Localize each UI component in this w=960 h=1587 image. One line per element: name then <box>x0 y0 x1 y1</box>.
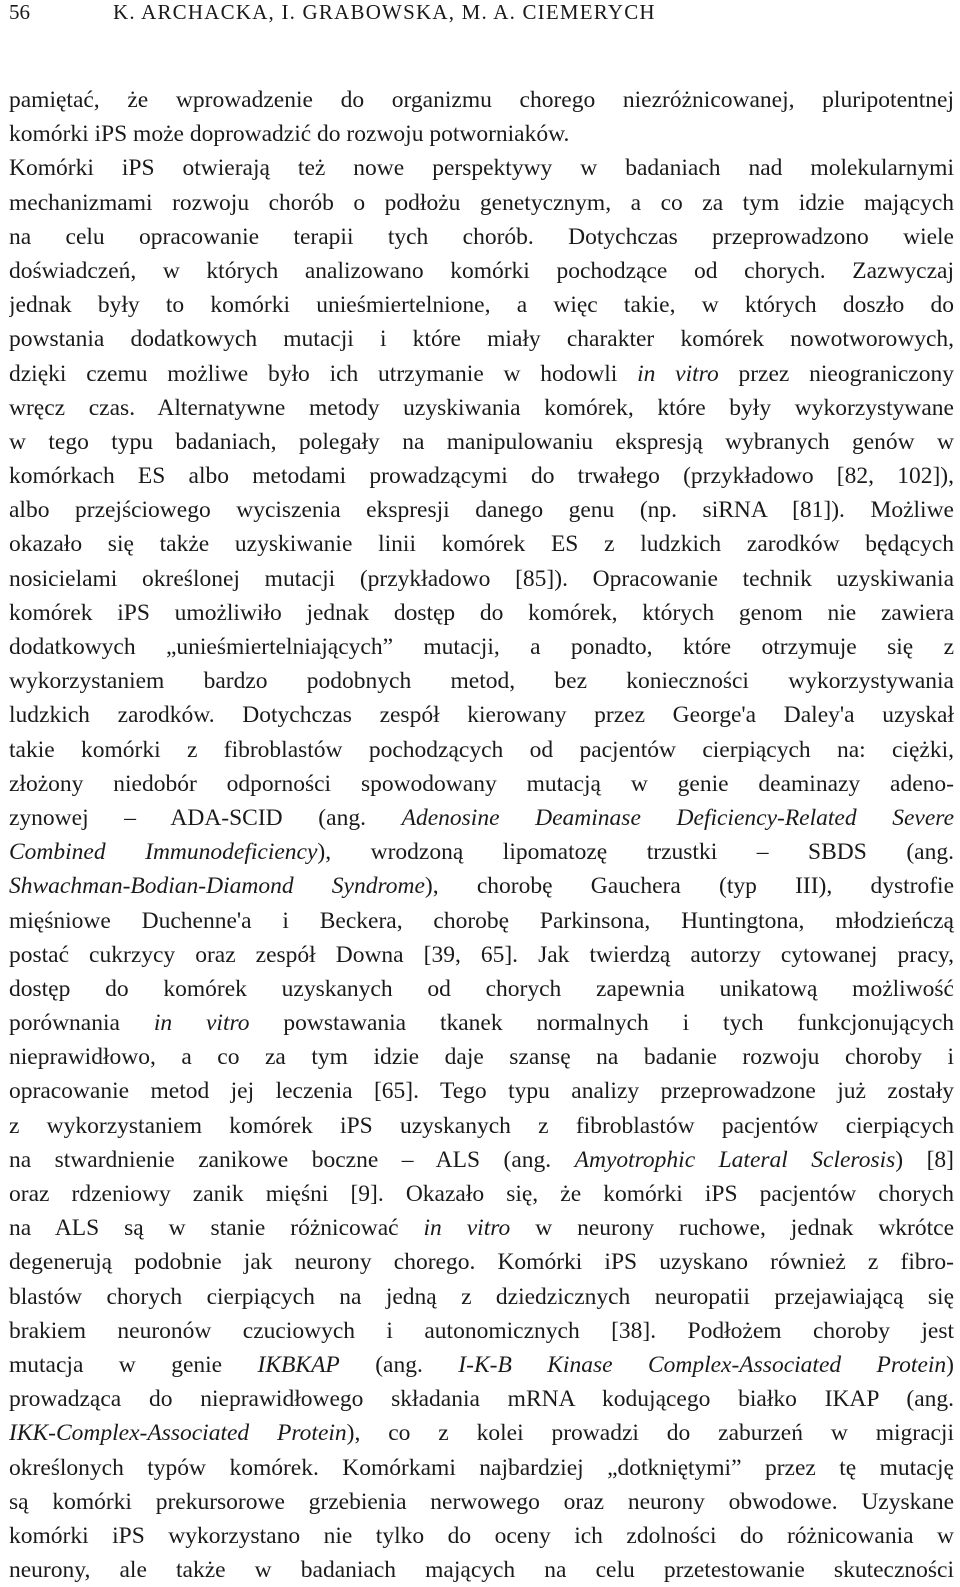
text-line <box>9 220 954 254</box>
text-line <box>9 527 954 561</box>
text-line <box>9 698 954 732</box>
text-line <box>9 904 954 938</box>
text-run: wręcz czas. Alternatywne metody uzyskiwania komórek, które były wykorzystywane <box>9 394 954 421</box>
text-run: złożony niedobór odporności spowodowany mutacją w genie deaminazy adeno- <box>9 770 954 797</box>
text-run: prowadząca do nieprawidłowego składania mRNA kodującego białko IKAP (ang. <box>9 1386 954 1413</box>
text-line <box>9 1280 954 1314</box>
italic-term: IKK-Complex-Associated Protein <box>9 1420 347 1447</box>
text-line <box>9 562 954 596</box>
text-run: pamiętać, że wprowadzenie do organizmu chorego niezróżnicowanej, pluripotentnej <box>9 87 954 113</box>
text-line <box>9 664 954 698</box>
italic-term: Shwachman-Bodian-Diamond Syndrome <box>9 873 425 900</box>
text-run: blastów chorych cierpiących na jedną z dziedzicznych neuropatii przejawiającą się <box>9 1283 954 1310</box>
text-run: (ang. <box>339 1351 459 1378</box>
text-run: ) [8] <box>895 1146 954 1173</box>
italic-term: in vitro <box>153 1010 250 1037</box>
text-line <box>9 733 954 767</box>
text-run: oraz rdzeniowy zanik mięśni [9]. Okazało się, że komórki iPS pacjentów chorych <box>9 1181 954 1207</box>
text-line <box>9 938 954 972</box>
italic-term: Adenosine Deaminase Deficiency-Related Severe <box>401 804 954 831</box>
text-run: Komórki iPS otwierają też nowe perspektywy w badaniach nad molekularnymi <box>9 155 954 182</box>
text-line <box>9 801 954 835</box>
text-line <box>9 630 954 664</box>
text-run: w tego typu badaniach, polegały na manipulowaniu ekspresją wybranych genów w <box>9 428 954 455</box>
text-run: postać cukrzycy oraz zespół Downa [39, 65]. Jak twierdzą autorzy cytowanej pracy, <box>9 941 954 968</box>
text-line <box>9 288 954 322</box>
text-line <box>9 767 954 801</box>
text-run: komórkach ES albo metodami prowadzącymi do trwałego (przykładowo [82, 102]), <box>9 463 954 490</box>
text-run: na stwardnienie zanikowe boczne – ALS (ang. <box>9 1146 575 1173</box>
text-run: porównania <box>9 1010 154 1037</box>
text-line <box>9 1451 954 1485</box>
text-line <box>9 459 954 493</box>
text-run: dodatkowych „unieśmiertelniających” mutacji, a ponadto, które otrzymuje się z <box>9 634 954 660</box>
text-line <box>9 1485 954 1519</box>
text-run: okazało się także uzyskiwanie linii komórek ES z ludzkich zarodków będących <box>9 531 954 558</box>
running-header <box>0 0 960 26</box>
text-run: opracowanie metod jej leczenia [65]. Tego typu analizy przeprowadzone już zostały <box>9 1078 954 1105</box>
text-line <box>9 1211 954 1245</box>
text-run: degenerują podobnie jak neurony chorego. Komórki iPS uzyskano również z fibro- <box>9 1249 954 1276</box>
text-line <box>9 322 954 356</box>
text-line <box>9 1143 954 1177</box>
text-line <box>9 1109 954 1143</box>
text-line <box>9 1006 954 1040</box>
text-line <box>9 151 954 185</box>
text-line <box>9 1519 954 1553</box>
text-line <box>9 117 954 151</box>
text-run: mięśniowe Duchenne'a i Beckera, chorobę Parkinsona, Huntingtona, młodzieńczą <box>9 907 954 934</box>
text-run: z wykorzystaniem komórek iPS uzyskanych z fibroblastów pacjentów cierpiących <box>9 1112 954 1139</box>
text-run: albo przejściowego wyciszenia ekspresji danego genu (np. siRNA [81]). Możliwe <box>9 497 954 524</box>
text-run: doświadczeń, w których analizowano komórki pochodzące od chorych. Zazwyczaj <box>9 257 954 284</box>
italic-term: in vitro <box>637 360 719 387</box>
text-run: ) <box>946 1351 954 1378</box>
text-line <box>9 391 954 425</box>
text-run: ), wrodzoną lipomatozę trzustki – SBDS (ang. <box>317 839 954 866</box>
text-line <box>9 357 954 391</box>
text-run: komórek iPS umożliwiło jednak dostęp do komórek, których genom nie zawiera <box>9 599 954 626</box>
text-line <box>9 493 954 527</box>
running-head-authors: K. ARCHACKA, I. GRABOWSKA, M. A. CIEMERYCH <box>113 0 656 24</box>
italic-term: Amyotrophic Lateral Sclerosis <box>574 1146 896 1173</box>
text-run: na ALS są w stanie różnicować <box>9 1215 424 1242</box>
text-run: powstania dodatkowych mutacji i które miały charakter komórek nowotworowych, <box>9 326 954 353</box>
body-text <box>9 83 954 1587</box>
text-line <box>9 254 954 288</box>
text-run: zynowej – ADA-SCID (ang. <box>9 804 402 831</box>
italic-term: in vitro <box>423 1215 511 1242</box>
text-line <box>9 83 954 117</box>
text-line <box>9 1074 954 1108</box>
text-line <box>9 1553 954 1587</box>
text-line <box>9 186 954 220</box>
text-run: mechanizmami rozwoju chorób o podłożu genetycznym, a co za tym idzie mających <box>9 189 954 216</box>
text-run: komórki iPS może doprowadzić do rozwoju potworniaków. <box>9 121 570 148</box>
text-run: przez nieograniczony <box>718 360 954 387</box>
text-line <box>9 1177 954 1211</box>
text-run: są komórki prekursorowe grzebienia nerwowego oraz neurony obwodowe. Uzyskane <box>9 1488 954 1515</box>
text-run: ), chorobę Gauchera (typ III), dystrofie <box>424 873 954 900</box>
text-run: określonych typów komórek. Komórkami najbardziej „dotkniętymi” przez tę mutację <box>9 1454 954 1481</box>
text-line <box>9 1416 954 1450</box>
text-line <box>9 835 954 869</box>
text-line <box>9 972 954 1006</box>
text-run: brakiem neuronów czuciowych i autonomicznych [38]. Podłożem choroby jest <box>9 1317 954 1344</box>
text-run: ), co z kolei prowadzi do zaburzeń w migracji <box>346 1420 954 1447</box>
text-line <box>9 596 954 630</box>
text-run: mutacja w genie <box>9 1351 258 1378</box>
text-run: wykorzystaniem bardzo podobnych metod, bez konieczności wykorzystywania <box>9 668 954 695</box>
text-run: dostęp do komórek uzyskanych od chorych zapewnia unikatową możliwość <box>9 975 954 1002</box>
text-line <box>9 869 954 903</box>
text-line <box>9 425 954 459</box>
text-run: na celu opracowanie terapii tych chorób. Dotychczas przeprowadzono wiele <box>9 223 954 250</box>
text-line <box>9 1314 954 1348</box>
text-run: jednak były to komórki unieśmiertelnione, a więc takie, w których doszło do <box>9 292 954 319</box>
text-line <box>9 1348 954 1382</box>
text-run: w neurony ruchowe, jednak wkrótce <box>510 1215 954 1242</box>
text-line <box>9 1040 954 1074</box>
text-run: takie komórki z fibroblastów pochodzących od pacjentów cierpiących na: ciężki, <box>9 736 954 763</box>
italic-term: Combined Immunodeficiency <box>9 839 318 866</box>
text-line <box>9 1245 954 1279</box>
italic-term: I-K-B Kinase Complex-Associated Protein <box>458 1351 947 1378</box>
text-run: neurony, ale także w badaniach mających na celu przetestowanie skuteczności <box>9 1557 954 1584</box>
text-run: powstawania tkanek normalnych i tych funkcjonujących <box>249 1010 954 1037</box>
text-run: komórki iPS wykorzystano nie tylko do oceny ich zdolności do różnicowania w <box>9 1522 954 1549</box>
text-run: dzięki czemu możliwe było ich utrzymanie w hodowli <box>9 360 638 387</box>
text-line <box>9 1382 954 1416</box>
text-run: ludzkich zarodków. Dotychczas zespół kierowany przez George'a Daley'a uzyskał <box>9 702 954 729</box>
text-run: nosicielami określonej mutacji (przykładowo [85]). Opracowanie technik uzyskiwania <box>9 565 954 592</box>
page-number: 56 <box>9 0 30 24</box>
text-run: nieprawidłowo, a co za tym idzie daje szansę na badanie rozwoju choroby i <box>9 1044 954 1071</box>
italic-term: IKBKAP <box>257 1351 340 1378</box>
